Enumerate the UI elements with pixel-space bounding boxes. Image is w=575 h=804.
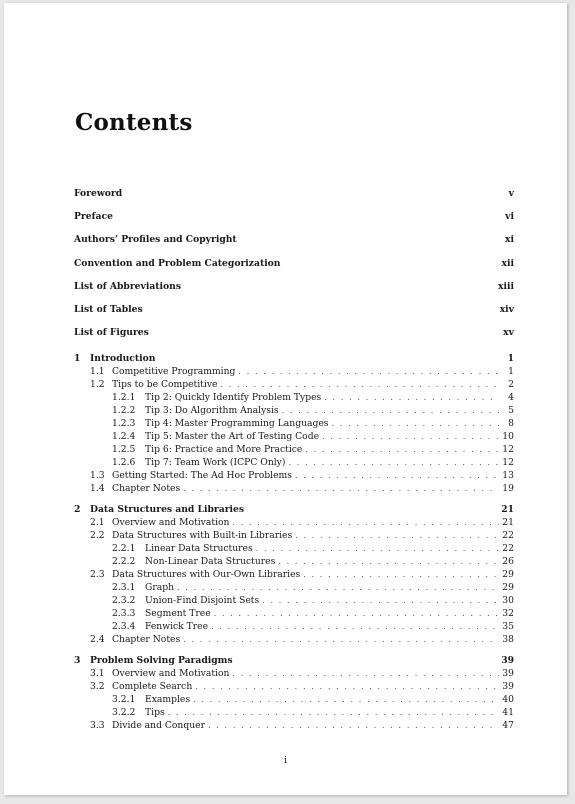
toc-section-entry[interactable] bbox=[74, 529, 514, 542]
toc-entry-page: xiv bbox=[499, 303, 514, 315]
toc-entry-number: 3.2.1 bbox=[112, 694, 136, 706]
toc-entry-page: 4 bbox=[508, 392, 514, 404]
toc-entry-label: Fenwick Tree bbox=[145, 621, 209, 633]
toc-entry-page: 10 bbox=[502, 431, 514, 443]
toc-entry-label: Segment Tree bbox=[145, 608, 211, 620]
toc-dot-leader bbox=[256, 542, 499, 555]
page-title: Contents bbox=[75, 109, 193, 136]
toc-dot-leader bbox=[183, 482, 499, 495]
toc-entry-number: 3.2 bbox=[90, 681, 105, 693]
toc-entry-page: 35 bbox=[502, 621, 514, 633]
toc-subsection-entry[interactable] bbox=[74, 693, 514, 706]
toc-entry-number: 1.2.1 bbox=[112, 392, 136, 404]
toc-entry-label: Tip 5: Master the Art of Testing Code bbox=[145, 431, 320, 443]
toc-dot-leader bbox=[288, 456, 499, 469]
toc-dot-leader bbox=[193, 693, 499, 706]
toc-entry-label: Tips bbox=[145, 707, 165, 719]
toc-entry-page: 22 bbox=[502, 530, 514, 542]
toc-subsection-entry[interactable] bbox=[74, 620, 514, 633]
toc-entry-page: vi bbox=[505, 211, 514, 223]
toc-entry-label: List of Tables bbox=[74, 303, 143, 315]
toc-entry-label: List of Figures bbox=[74, 327, 149, 339]
toc-entry-label: Chapter Notes bbox=[112, 634, 181, 646]
toc-dot-leader bbox=[282, 404, 499, 417]
toc-entry-page: 39 bbox=[502, 681, 514, 693]
toc-entry-number: 2.2.2 bbox=[112, 556, 136, 568]
toc-dot-leader bbox=[295, 469, 499, 482]
toc-entry-label: Tip 3: Do Algorithm Analysis bbox=[145, 405, 279, 417]
toc-entry-page: 21 bbox=[501, 504, 514, 516]
toc-front-entry[interactable] bbox=[74, 321, 514, 344]
toc-entry-label: Data Structures with Our-Own Libraries bbox=[112, 569, 301, 581]
toc-entry-page: 13 bbox=[502, 470, 514, 482]
toc-dot-leader bbox=[214, 607, 499, 620]
toc-entry-page: xiii bbox=[498, 280, 514, 292]
toc-entry-page: xv bbox=[503, 327, 514, 339]
toc-entry-label: Tips to be Competitive bbox=[112, 379, 218, 391]
toc-dot-leader bbox=[295, 529, 499, 542]
toc-entry-number: 1.2 bbox=[90, 379, 105, 391]
toc-entry-label: Data Structures with Built-in Libraries bbox=[112, 530, 293, 542]
toc-gap bbox=[74, 344, 514, 352]
toc-front-entry[interactable] bbox=[74, 275, 514, 298]
toc-entry-number: 1.3 bbox=[90, 470, 105, 482]
toc-entry-label: Problem Solving Paradigms bbox=[90, 655, 233, 667]
toc-entry-number: 1.1 bbox=[90, 366, 105, 378]
toc-entry-number: 1.2.6 bbox=[112, 457, 136, 469]
toc-entry-page: xii bbox=[501, 257, 514, 269]
page-number: i bbox=[283, 755, 288, 766]
toc-entry-page: 30 bbox=[502, 595, 514, 607]
toc-entry-number: 1.2.5 bbox=[112, 444, 136, 456]
toc-entry-page: xi bbox=[505, 234, 514, 246]
toc-dot-leader bbox=[322, 430, 499, 443]
toc-dot-leader bbox=[183, 633, 499, 646]
toc-dot-leader bbox=[220, 378, 499, 391]
toc-entry-label: Chapter Notes bbox=[112, 483, 181, 495]
toc-entry-page: 21 bbox=[502, 517, 514, 529]
toc-entry-page: 32 bbox=[502, 608, 514, 620]
toc-chapter-number: 1 bbox=[74, 353, 81, 365]
toc-subsection-entry[interactable] bbox=[74, 555, 514, 568]
toc-subsection-entry[interactable] bbox=[74, 391, 514, 404]
toc-entry-label: Overview and Motivation bbox=[112, 668, 230, 680]
toc-entry-number: 2.4 bbox=[90, 634, 105, 646]
toc-front-entry[interactable] bbox=[74, 228, 514, 251]
toc-entry-label: Tip 7: Team Work (ICPC Only) bbox=[145, 457, 286, 469]
toc-dot-leader bbox=[262, 594, 499, 607]
toc-subsection-entry[interactable] bbox=[74, 456, 514, 469]
toc-entry-page: 5 bbox=[508, 405, 514, 417]
toc-front-entry[interactable] bbox=[74, 252, 514, 275]
toc-entry-number: 2.3.3 bbox=[112, 608, 136, 620]
toc-chapter-number: 3 bbox=[74, 655, 81, 667]
toc-entry-number: 3.1 bbox=[90, 668, 105, 680]
toc-entry-page: 1 bbox=[508, 366, 514, 378]
toc-entry-label: Divide and Conquer bbox=[112, 720, 205, 732]
toc-entry-page: 26 bbox=[502, 556, 514, 568]
toc-section-entry[interactable] bbox=[74, 365, 514, 378]
toc-entry-label: Authors’ Profiles and Copyright bbox=[74, 234, 237, 246]
toc-entry-page: 40 bbox=[502, 694, 514, 706]
toc-entry-page: 19 bbox=[502, 483, 514, 495]
toc-entry-page: 12 bbox=[502, 457, 514, 469]
toc-dot-leader bbox=[303, 568, 499, 581]
toc-section-entry[interactable] bbox=[74, 516, 514, 529]
toc-chapter-entry[interactable] bbox=[74, 352, 514, 365]
toc-entry-label: Preface bbox=[74, 211, 113, 223]
toc-entry-label: Complete Search bbox=[112, 681, 193, 693]
toc-entry-label: Examples bbox=[145, 694, 191, 706]
toc-entry-page: 12 bbox=[502, 444, 514, 456]
toc-entry-number: 3.3 bbox=[90, 720, 105, 732]
toc-entry-label: Tip 4: Master Programming Languages bbox=[145, 418, 329, 430]
toc-subsection-entry[interactable] bbox=[74, 581, 514, 594]
toc-subsection-entry[interactable] bbox=[74, 706, 514, 719]
toc-subsection-entry[interactable] bbox=[74, 443, 514, 456]
toc-entry-page: 38 bbox=[502, 634, 514, 646]
toc-subsection-entry[interactable] bbox=[74, 430, 514, 443]
toc-entry-label: Getting Started: The Ad Hoc Problems bbox=[112, 470, 292, 482]
toc-entry-label: Data Structures and Libraries bbox=[90, 504, 245, 516]
toc-section-entry[interactable] bbox=[74, 633, 514, 646]
toc-subsection-entry[interactable] bbox=[74, 542, 514, 555]
toc-dot-leader bbox=[208, 719, 499, 732]
toc-entry-number: 2.2.1 bbox=[112, 543, 136, 555]
toc-front-entry[interactable] bbox=[74, 182, 514, 205]
toc-entry-label: List of Abbreviations bbox=[74, 280, 182, 292]
toc-entry-number: 2.2 bbox=[90, 530, 105, 542]
toc-entry-label: Introduction bbox=[90, 353, 156, 365]
toc-dot-leader bbox=[211, 620, 499, 633]
toc-entry-number: 2.3.4 bbox=[112, 621, 136, 633]
toc-entry-number: 1.2.3 bbox=[112, 418, 136, 430]
toc-dot-leader bbox=[324, 391, 499, 404]
toc-entry-number: 2.3.1 bbox=[112, 582, 136, 594]
toc-chapter-number: 2 bbox=[74, 504, 81, 516]
toc-section-entry[interactable] bbox=[74, 482, 514, 495]
toc-entry-number: 2.3 bbox=[90, 569, 105, 581]
table-of-contents bbox=[74, 182, 514, 732]
toc-front-entry[interactable] bbox=[74, 298, 514, 321]
toc-dot-leader bbox=[332, 417, 499, 430]
toc-entry-label: Convention and Problem Categorization bbox=[74, 257, 281, 269]
toc-dot-leader bbox=[195, 680, 499, 693]
toc-entry-number: 1.2.2 bbox=[112, 405, 136, 417]
toc-entry-label: Non-Linear Data Structures bbox=[145, 556, 276, 568]
toc-chapter-entry[interactable] bbox=[74, 503, 514, 516]
toc-entry-page: 2 bbox=[508, 379, 514, 391]
toc-entry-number: 2.3.2 bbox=[112, 595, 136, 607]
toc-entry-number: 1.4 bbox=[90, 483, 105, 495]
toc-entry-number: 2.1 bbox=[90, 517, 105, 529]
toc-section-entry[interactable] bbox=[74, 378, 514, 391]
toc-dot-leader bbox=[177, 581, 499, 594]
document-page bbox=[4, 3, 567, 795]
toc-entry-label: Graph bbox=[145, 582, 175, 594]
toc-entry-page: 22 bbox=[502, 543, 514, 555]
toc-section-entry[interactable] bbox=[74, 667, 514, 680]
toc-entry-page: v bbox=[508, 188, 514, 199]
toc-dot-leader bbox=[238, 365, 499, 378]
toc-dot-leader bbox=[232, 516, 499, 529]
toc-entry-page: 41 bbox=[502, 707, 514, 719]
toc-entry-label: Linear Data Structures bbox=[145, 543, 253, 555]
toc-entry-page: 1 bbox=[507, 353, 514, 365]
toc-entry-number: 1.2.4 bbox=[112, 431, 136, 443]
toc-entry-label: Overview and Motivation bbox=[112, 517, 230, 529]
toc-entry-page: 8 bbox=[508, 418, 514, 430]
toc-entry-page: 47 bbox=[502, 720, 514, 732]
toc-entry-label: Tip 2: Quickly Identify Problem Types bbox=[145, 392, 322, 404]
toc-section-entry[interactable] bbox=[74, 568, 514, 581]
toc-section-entry[interactable] bbox=[74, 719, 514, 732]
toc-entry-page: 39 bbox=[502, 668, 514, 680]
toc-entry-number: 3.2.2 bbox=[112, 707, 136, 719]
toc-entry-label: Foreword bbox=[74, 188, 123, 199]
toc-dot-leader bbox=[168, 706, 499, 719]
toc-entry-page: 29 bbox=[502, 582, 514, 594]
toc-entry-label: Union-Find Disjoint Sets bbox=[145, 595, 260, 607]
toc-entry-label: Competitive Programming bbox=[112, 366, 236, 378]
toc-subsection-entry[interactable] bbox=[74, 607, 514, 620]
toc-subsection-entry[interactable] bbox=[74, 594, 514, 607]
toc-entry-label: Tip 6: Practice and More Practice bbox=[145, 444, 303, 456]
toc-section-entry[interactable] bbox=[74, 469, 514, 482]
toc-dot-leader bbox=[305, 443, 499, 456]
toc-section-entry[interactable] bbox=[74, 680, 514, 693]
toc-dot-leader bbox=[232, 667, 499, 680]
toc-entry-page: 29 bbox=[502, 569, 514, 581]
toc-dot-leader bbox=[278, 555, 499, 568]
toc-front-entry[interactable] bbox=[74, 205, 514, 228]
toc-chapter-entry[interactable] bbox=[74, 654, 514, 667]
toc-entry-page: 39 bbox=[501, 655, 514, 667]
toc-subsection-entry[interactable] bbox=[74, 404, 514, 417]
toc-subsection-entry[interactable] bbox=[74, 417, 514, 430]
